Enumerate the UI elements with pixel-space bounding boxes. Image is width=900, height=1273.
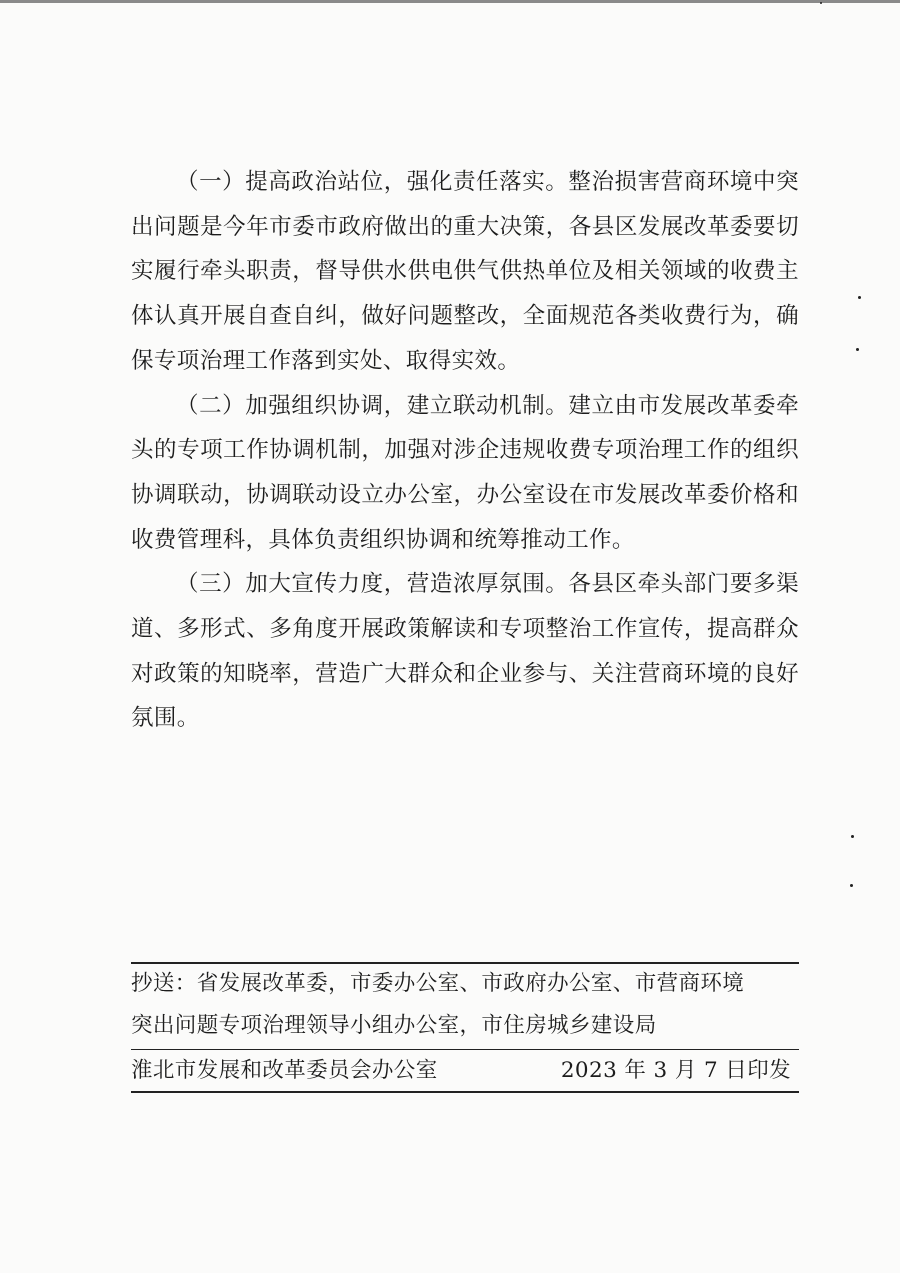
cc-block: [131, 963, 799, 1047]
scan-speck: [858, 296, 861, 299]
paragraph-2: （二）加强组织协调，建立联动机制。建立由市发展改革委牵头的专项工作协调机制，加强对涉企违规收费专项治理工作的组织协调联动，协调联动设立办公室，办公室设在市发展改革委价格和收费管理科，具体负责组织协调和统筹推动工作。: [131, 392, 799, 553]
cc-line-1: 抄送：省发展改革委，市委办公室、市政府办公室、市营商环境: [131, 971, 745, 996]
issuer-line: [131, 1050, 799, 1092]
scan-speck: [856, 348, 859, 351]
issuing-office: 淮北市发展和改革委员会办公室: [131, 1058, 438, 1083]
scan-speck: [851, 835, 854, 838]
scan-speck: [820, 2, 822, 4]
cc-line-2: 突出问题专项治理领导小组办公室，市住房城乡建设局: [131, 1013, 657, 1038]
issue-date: 2023 年 3 月 7 日印发: [560, 1058, 791, 1083]
scan-speck: [850, 884, 853, 887]
page-top-edge: [0, 0, 900, 3]
document-body: [131, 160, 799, 741]
paragraph-3: （三）加大宣传力度，营造浓厚氛围。各县区牵头部门要多渠道、多形式、多角度开展政策解读和专项整治工作宣传，提高群众对政策的知晓率，营造广大群众和企业参与、关注营商环境的良好氛围。: [131, 571, 799, 732]
paragraph-1: （一）提高政治站位，强化责任落实。整治损害营商环境中突出问题是今年市委市政府做出的重大决策，各县区发展改革委要切实履行牵头职责，督导供水供电供气供热单位及相关领域的收费主体认真开展自查自纠，做好问题整改，全面规范各类收费行为，确保专项治理工作落到实处、取得实效。: [131, 169, 799, 374]
issuer-bottom-rule: [131, 1091, 799, 1093]
